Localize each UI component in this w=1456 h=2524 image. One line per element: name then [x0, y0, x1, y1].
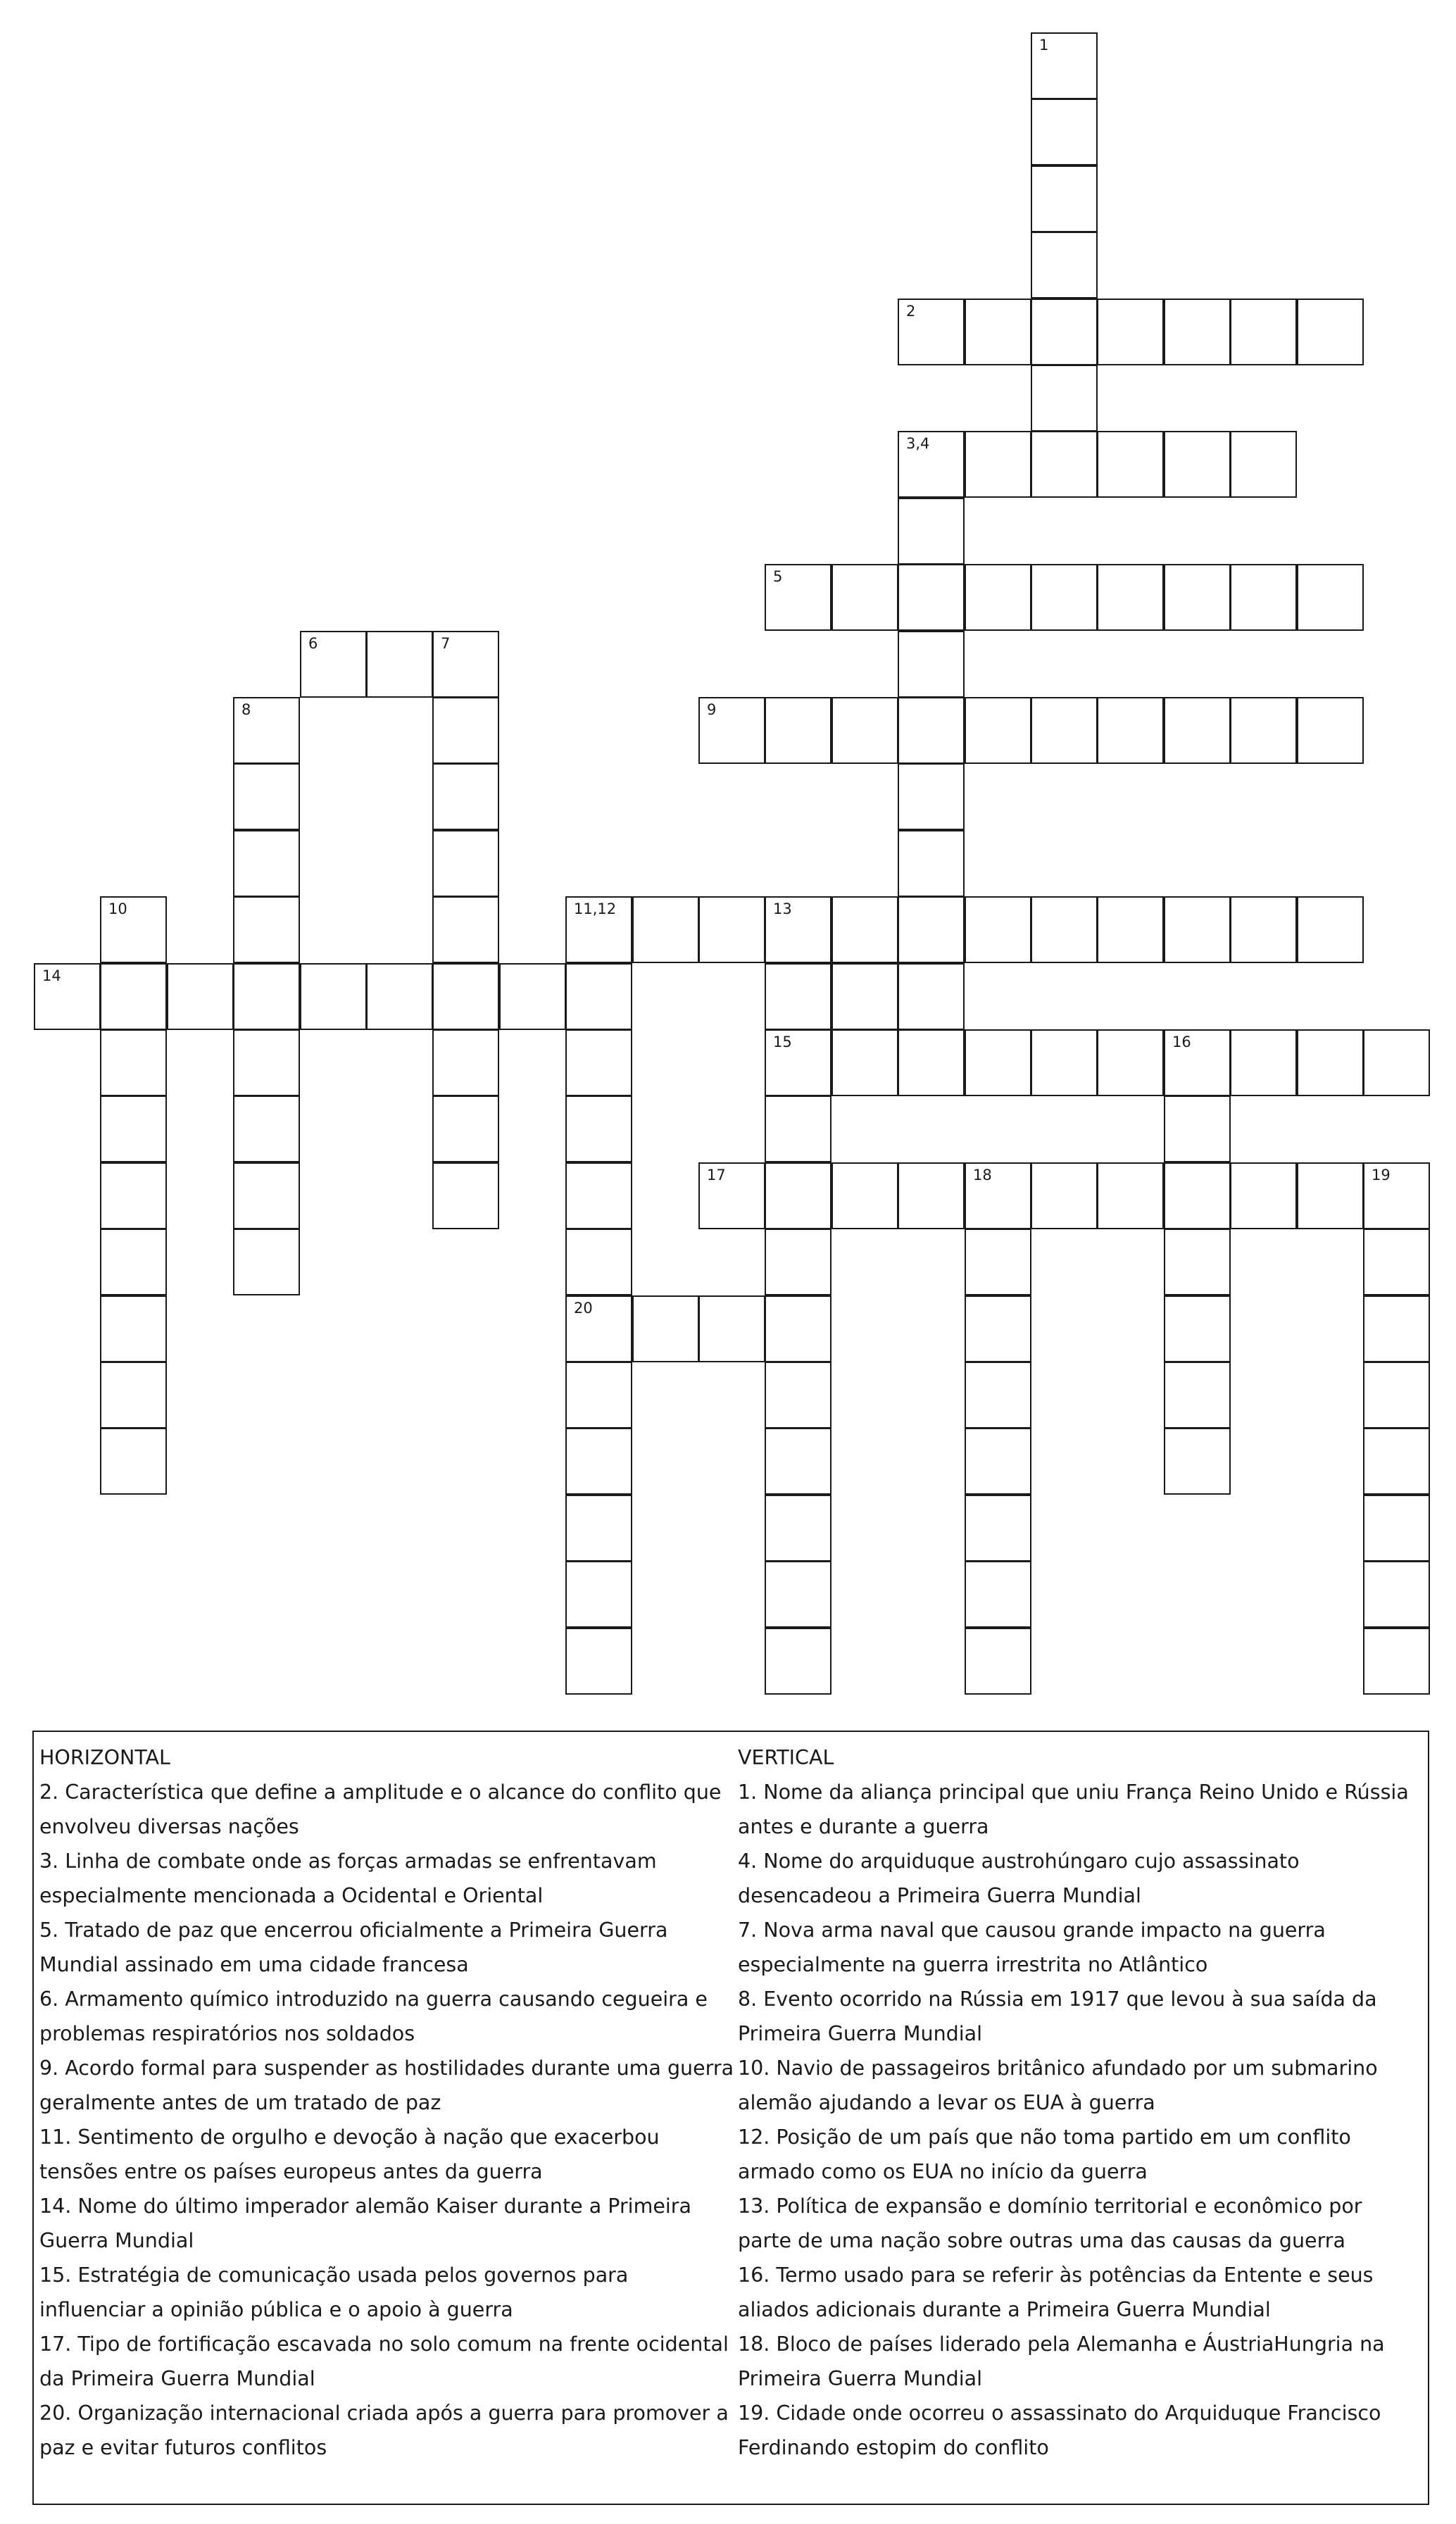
crossword-cell[interactable]: [965, 1029, 1031, 1096]
vertical-clues: [738, 1740, 1421, 2465]
crossword-cell[interactable]: [1031, 299, 1098, 365]
clue-number: 18: [973, 1167, 992, 1183]
clue-number: 19: [1372, 1167, 1391, 1183]
crossword-cell[interactable]: [1031, 564, 1098, 631]
crossword-cell[interactable]: [898, 963, 965, 1030]
crossword-cell[interactable]: [565, 896, 632, 963]
crossword-cell[interactable]: [898, 299, 965, 365]
crossword-cell[interactable]: [565, 1162, 632, 1229]
clue-number: 15: [773, 1034, 792, 1050]
clue-number: 7: [441, 635, 451, 652]
crossword-cell[interactable]: [1164, 1362, 1231, 1429]
crossword-cell[interactable]: [432, 763, 499, 830]
crossword-cell[interactable]: [765, 1029, 831, 1096]
crossword-cell[interactable]: [1097, 299, 1164, 365]
clue-vertical-8: 8. Evento ocorrido na Rússia em 1917 que levou à sua saída da Primeira Guerra Mundial: [738, 1988, 1377, 2045]
clue-vertical-18: 18. Bloco de países liderado pela Alemanha e ÁustriaHungria na Primeira Guerra Mundial: [738, 2332, 1385, 2390]
crossword-cell[interactable]: [965, 299, 1031, 365]
crossword-cell[interactable]: [1164, 1295, 1231, 1362]
crossword-cell[interactable]: [1363, 1229, 1430, 1295]
crossword-cell[interactable]: [1230, 299, 1297, 365]
crossword-cell[interactable]: [765, 1428, 831, 1495]
clue-number: 3,4: [906, 435, 930, 452]
crossword-cell[interactable]: [1097, 564, 1164, 631]
crossword-cell[interactable]: [1297, 1162, 1364, 1229]
crossword-cell[interactable]: [100, 1428, 167, 1495]
crossword-cell[interactable]: [233, 896, 300, 963]
crossword-cell[interactable]: [1031, 165, 1098, 232]
crossword-cell[interactable]: [898, 697, 965, 764]
crossword-cell[interactable]: [1363, 1162, 1430, 1229]
clue-number: 9: [707, 701, 717, 718]
clue-number: 2: [906, 303, 916, 320]
crossword-cell[interactable]: [233, 830, 300, 897]
crossword-cell[interactable]: [1097, 697, 1164, 764]
clue-horizontal-2: 2. Característica que define a amplitude e o alcance do conflito que envolveu diversas nações: [39, 1781, 722, 1838]
crossword-cell[interactable]: [698, 1295, 765, 1362]
crossword-cell[interactable]: [100, 1295, 167, 1362]
crossword-cell[interactable]: [233, 763, 300, 830]
crossword-cell[interactable]: [1164, 1229, 1231, 1295]
crossword-cell[interactable]: [831, 963, 898, 1030]
crossword-cell[interactable]: [1230, 431, 1297, 498]
crossword-cell[interactable]: [898, 631, 965, 698]
crossword-cell[interactable]: [1097, 431, 1164, 498]
crossword-cell[interactable]: [565, 1295, 632, 1362]
crossword-cell[interactable]: [366, 631, 433, 698]
crossword-cell[interactable]: [965, 1428, 1031, 1495]
crossword-cell[interactable]: [831, 1162, 898, 1229]
crossword-cell[interactable]: [765, 1295, 831, 1362]
crossword-cell[interactable]: [1097, 1029, 1164, 1096]
crossword-cell[interactable]: [565, 1229, 632, 1295]
crossword-cell[interactable]: [1363, 1495, 1430, 1562]
crossword-cell[interactable]: [765, 1495, 831, 1562]
clue-horizontal-11: 11. Sentimento de orgulho e devoção à nação que exacerbou tensões entre os países europeus antes da guerra: [39, 2126, 660, 2183]
crossword-cell[interactable]: [1230, 564, 1297, 631]
crossword-cell[interactable]: [831, 564, 898, 631]
crossword-cell[interactable]: [432, 1029, 499, 1096]
crossword-cell[interactable]: [233, 963, 300, 1030]
crossword-cell[interactable]: [898, 431, 965, 498]
clue-number: 10: [108, 900, 127, 917]
crossword-cell[interactable]: [100, 1362, 167, 1429]
crossword-cell[interactable]: [1031, 232, 1098, 299]
crossword-cell[interactable]: [898, 763, 965, 830]
crossword-cell[interactable]: [965, 1295, 1031, 1362]
clue-horizontal-6: 6. Armamento químico introduzido na guerra causando cegueira e problemas respiratórios nos soldados: [39, 1988, 708, 2045]
crossword-cell[interactable]: [965, 1362, 1031, 1429]
crossword-cell[interactable]: [1031, 1162, 1098, 1229]
crossword-cell[interactable]: [565, 1495, 632, 1562]
crossword-cell[interactable]: [698, 1162, 765, 1229]
clue-number: 13: [773, 900, 792, 917]
clue-vertical-10: 10. Navio de passageiros britânico afundado por um submarino alemão ajudando a levar os EUA à guerra: [738, 2057, 1378, 2114]
clue-horizontal-17: 17. Tipo de fortificação escavada no solo comum na frente ocidental da Primeira Guerra Mundial: [39, 2332, 729, 2390]
clue-vertical-19: 19. Cidade onde ocorreu o assassinato do Arquiduque Francisco Ferdinando estopim do conflito: [738, 2401, 1381, 2459]
clue-number: 5: [773, 568, 783, 585]
crossword-cell[interactable]: [432, 1095, 499, 1162]
crossword-cell[interactable]: [965, 896, 1031, 963]
crossword-cell[interactable]: [1031, 32, 1098, 99]
crossword-cell[interactable]: [765, 1095, 831, 1162]
crossword-cell[interactable]: [300, 963, 367, 1030]
clue-number: 6: [308, 635, 318, 652]
crossword-cell[interactable]: [765, 896, 831, 963]
crossword-cell[interactable]: [1297, 697, 1364, 764]
clue-horizontal-15: 15. Estratégia de comunicação usada pelos governos para influenciar a opinião pública e o apoio à guerra: [39, 2264, 629, 2321]
crossword-cell[interactable]: [565, 963, 632, 1030]
crossword-cell[interactable]: [565, 1628, 632, 1695]
crossword-cell[interactable]: [233, 1095, 300, 1162]
crossword-cell[interactable]: [432, 697, 499, 764]
crossword-cell[interactable]: [100, 1095, 167, 1162]
crossword-cell[interactable]: [1230, 697, 1297, 764]
crossword-cell[interactable]: [432, 896, 499, 963]
clue-vertical-1: 1. Nome da aliança principal que uniu França Reino Unido e Rússia antes e durante a guerra: [738, 1781, 1409, 1838]
crossword-cell[interactable]: [1230, 1162, 1297, 1229]
crossword-cell[interactable]: [1363, 1428, 1430, 1495]
crossword-cell[interactable]: [1164, 1029, 1231, 1096]
crossword-cell[interactable]: [898, 498, 965, 565]
crossword-cell[interactable]: [1031, 365, 1098, 432]
crossword-cell[interactable]: [898, 896, 965, 963]
crossword-cell[interactable]: [1297, 299, 1364, 365]
crossword-cell[interactable]: [100, 896, 167, 963]
clue-vertical-12: 12. Posição de um país que não toma partido em um conflito armado como os EUA no início da guerra: [738, 2126, 1351, 2183]
clue-vertical-16: 16. Termo usado para se referir às potências da Entente e seus aliados adicionais durante a Primeira Guerra Mundial: [738, 2264, 1374, 2321]
clue-vertical-7: 7. Nova arma naval que causou grande impacto na guerra especialmente na guerra irrestrita no Atlântico: [738, 1919, 1326, 1976]
crossword-cell[interactable]: [100, 1162, 167, 1229]
horizontal-clues: [39, 1740, 736, 2465]
crossword-cell[interactable]: [1297, 564, 1364, 631]
crossword-cell[interactable]: [233, 697, 300, 764]
crossword-cell[interactable]: [831, 1029, 898, 1096]
crossword-cell[interactable]: [1164, 1162, 1231, 1229]
crossword-cell[interactable]: [1363, 1029, 1430, 1096]
clue-horizontal-20: 20. Organização internacional criada após a guerra para promover a paz e evitar futuros conflitos: [39, 2401, 729, 2459]
crossword-cell[interactable]: [1031, 896, 1098, 963]
crossword-cell[interactable]: [1164, 564, 1231, 631]
crossword-cell[interactable]: [1097, 1162, 1164, 1229]
crossword-cell[interactable]: [432, 963, 499, 1030]
crossword-cell[interactable]: [765, 1362, 831, 1429]
crossword-cell[interactable]: [965, 1561, 1031, 1628]
crossword-cell[interactable]: [898, 830, 965, 897]
clue-number: 14: [42, 967, 61, 984]
crossword-cell[interactable]: [831, 697, 898, 764]
crossword-cell[interactable]: [1164, 697, 1231, 764]
crossword-cell[interactable]: [1164, 431, 1231, 498]
crossword-cell[interactable]: [1230, 896, 1297, 963]
clue-number: 20: [574, 1300, 593, 1317]
crossword-cell[interactable]: [1164, 896, 1231, 963]
crossword-cell[interactable]: [965, 564, 1031, 631]
crossword-cell[interactable]: [233, 1229, 300, 1295]
crossword-cell[interactable]: [1297, 1029, 1364, 1096]
crossword-cell[interactable]: [432, 631, 499, 698]
crossword-cell[interactable]: [100, 1029, 167, 1096]
crossword-cell[interactable]: [100, 1229, 167, 1295]
crossword-cell[interactable]: [1164, 1428, 1231, 1495]
clue-vertical-4: 4. Nome do arquiduque austrohúngaro cujo assassinato desencadeou a Primeira Guerra Mundial: [738, 1850, 1300, 1907]
crossword-cell[interactable]: [632, 896, 699, 963]
crossword-cell[interactable]: [1230, 1029, 1297, 1096]
crossword-cell[interactable]: [1363, 1628, 1430, 1695]
crossword-cell[interactable]: [432, 830, 499, 897]
crossword-cell[interactable]: [965, 1162, 1031, 1229]
crossword-cell[interactable]: [965, 1229, 1031, 1295]
crossword-cell[interactable]: [167, 963, 234, 1030]
crossword-cell[interactable]: [698, 896, 765, 963]
horizontal-heading: HORIZONTAL: [39, 1746, 170, 1769]
crossword-cell[interactable]: [898, 1029, 965, 1096]
crossword-cell[interactable]: [565, 1029, 632, 1096]
clue-number: 17: [707, 1167, 726, 1183]
crossword-cell[interactable]: [34, 963, 101, 1030]
crossword-cell[interactable]: [765, 1628, 831, 1695]
crossword-cell[interactable]: [765, 1162, 831, 1229]
crossword-cell[interactable]: [965, 697, 1031, 764]
crossword-cell[interactable]: [965, 1495, 1031, 1562]
crossword-cell[interactable]: [565, 1095, 632, 1162]
crossword-cell[interactable]: [632, 1295, 699, 1362]
clue-number: 8: [241, 701, 251, 718]
crossword-cell[interactable]: [965, 431, 1031, 498]
crossword-cell[interactable]: [100, 963, 167, 1030]
crossword-cell[interactable]: [366, 963, 433, 1030]
crossword-cell[interactable]: [831, 896, 898, 963]
clue-horizontal-5: 5. Tratado de paz que encerrou oficialmente a Primeira Guerra Mundial assinado em uma cidade francesa: [39, 1919, 668, 1976]
clue-horizontal-9: 9. Acordo formal para suspender as hostilidades durante uma guerra geralmente antes de um tratado de paz: [39, 2057, 734, 2114]
clues-box: [32, 1731, 1429, 2505]
crossword-cell[interactable]: [499, 963, 566, 1030]
clue-number: 16: [1172, 1034, 1191, 1050]
crossword-cell[interactable]: [1097, 896, 1164, 963]
crossword-cell[interactable]: [698, 697, 765, 764]
crossword-cell[interactable]: [965, 1628, 1031, 1695]
clue-vertical-13: 13. Política de expansão e domínio territorial e econômico por parte de uma nação sobre outras uma das causas da guerra: [738, 2195, 1362, 2252]
clue-horizontal-3: 3. Linha de combate onde as forças armadas se enfrentavam especialmente mencionada a Ocidental e Oriental: [39, 1850, 657, 1907]
vertical-heading: VERTICAL: [738, 1746, 834, 1769]
clue-number: 1: [1039, 37, 1049, 54]
crossword-cell[interactable]: [565, 1428, 632, 1495]
crossword-cell[interactable]: [1164, 299, 1231, 365]
crossword-cell[interactable]: [565, 1362, 632, 1429]
crossword-cell[interactable]: [1363, 1561, 1430, 1628]
crossword-cell[interactable]: [765, 963, 831, 1030]
crossword-cell[interactable]: [898, 564, 965, 631]
crossword-cell[interactable]: [1031, 697, 1098, 764]
crossword-cell[interactable]: [1164, 1095, 1231, 1162]
clue-horizontal-14: 14. Nome do último imperador alemão Kaiser durante a Primeira Guerra Mundial: [39, 2195, 691, 2252]
crossword-cell[interactable]: [765, 1561, 831, 1628]
crossword-cell[interactable]: [565, 1561, 632, 1628]
crossword-cell[interactable]: [233, 1029, 300, 1096]
crossword-cell[interactable]: [1297, 896, 1364, 963]
crossword-cell[interactable]: [300, 631, 367, 698]
crossword-cell[interactable]: [1031, 99, 1098, 165]
crossword-cell[interactable]: [1031, 431, 1098, 498]
crossword-cell[interactable]: [765, 1229, 831, 1295]
crossword-cell[interactable]: [765, 697, 831, 764]
crossword-cell[interactable]: [898, 1162, 965, 1229]
crossword-cell[interactable]: [233, 1162, 300, 1229]
crossword-cell[interactable]: [1363, 1295, 1430, 1362]
crossword-cell[interactable]: [432, 1162, 499, 1229]
crossword-cell[interactable]: [1363, 1362, 1430, 1429]
clue-number: 11,12: [574, 900, 617, 917]
crossword-cell[interactable]: [765, 564, 831, 631]
crossword-cell[interactable]: [1031, 1029, 1098, 1096]
